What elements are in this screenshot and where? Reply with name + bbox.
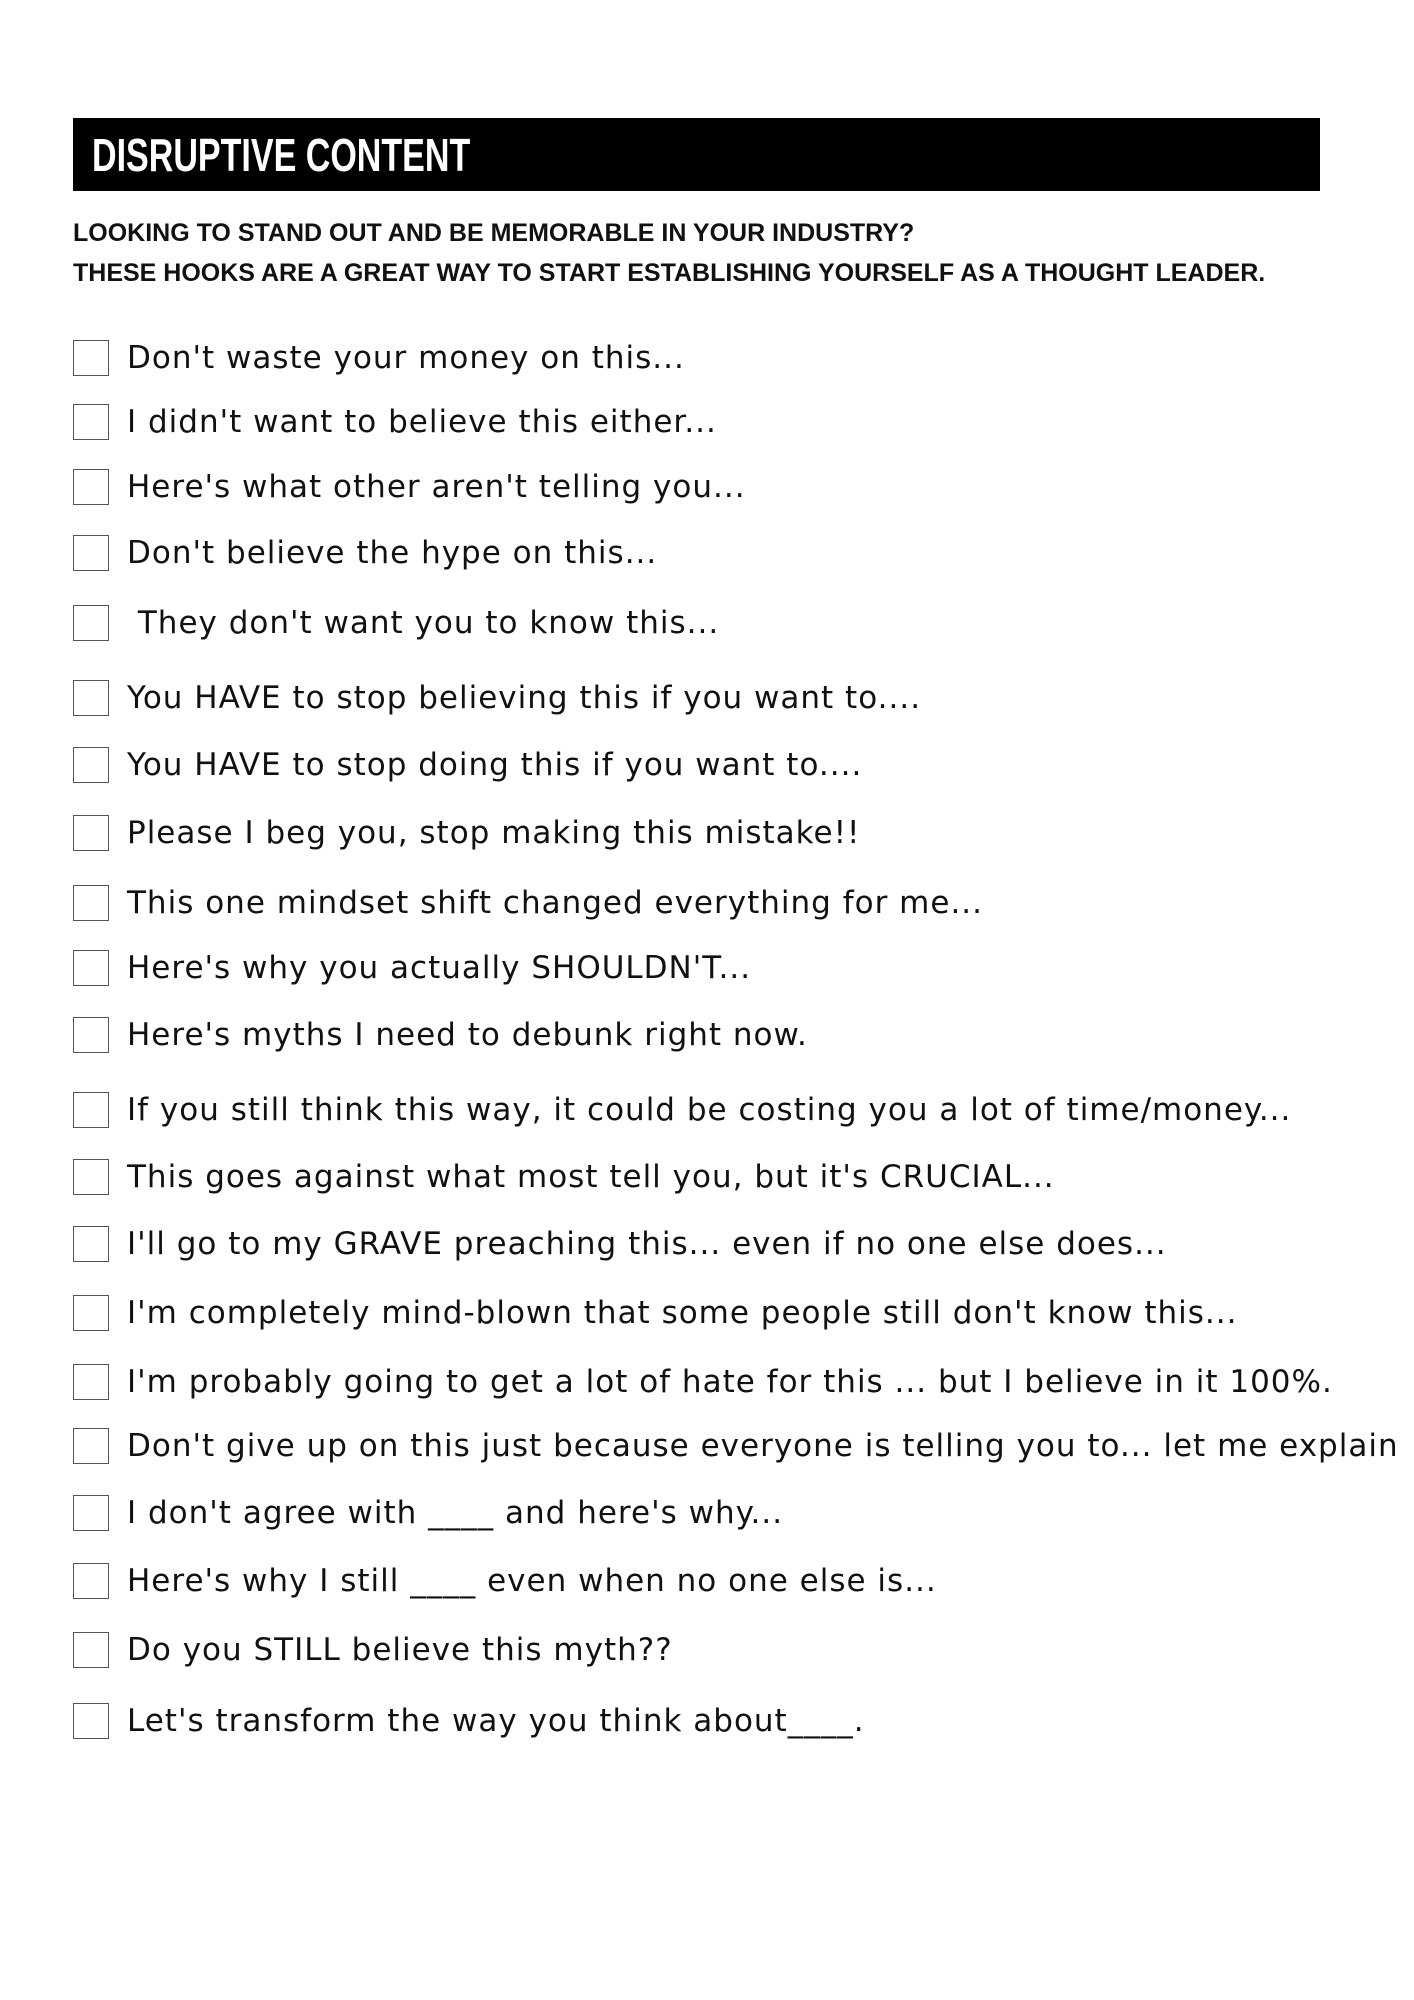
hook-item[interactable]	[73, 1090, 1291, 1130]
checkbox[interactable]	[73, 815, 109, 851]
checkbox[interactable]	[73, 1632, 109, 1668]
hook-label: Here's why you actually SHOULDN'T...	[127, 950, 752, 986]
checkbox[interactable]	[73, 404, 109, 440]
checkbox[interactable]	[73, 885, 109, 921]
hook-label: Here's why I still ____ even when no one else is...	[127, 1563, 937, 1599]
intro-text	[73, 213, 1393, 293]
hook-label: They don't want you to know this...	[127, 605, 720, 641]
hook-label: I'll go to my GRAVE preaching this... even if no one else does...	[127, 1226, 1167, 1262]
section-header-bar	[73, 118, 1320, 191]
checkbox[interactable]	[73, 950, 109, 986]
hook-item[interactable]	[73, 883, 983, 923]
hook-item[interactable]	[73, 1293, 1237, 1333]
hook-label: I'm probably going to get a lot of hate for this ... but I believe in it 100%.	[127, 1364, 1333, 1400]
checkbox[interactable]	[73, 605, 109, 641]
hook-item[interactable]	[73, 1561, 937, 1601]
checkbox[interactable]	[73, 1295, 109, 1331]
hook-label: Here's myths I need to debunk right now.	[127, 1017, 808, 1053]
hook-item[interactable]	[73, 1426, 1399, 1466]
hook-label: You HAVE to stop doing this if you want to....	[127, 747, 863, 783]
hook-label: I don't agree with ____ and here's why...	[127, 1495, 784, 1531]
hook-label: I'm completely mind-blown that some people still don't know this...	[127, 1295, 1238, 1331]
hook-item[interactable]	[73, 1493, 783, 1533]
checkbox[interactable]	[73, 469, 109, 505]
checkbox[interactable]	[73, 535, 109, 571]
hook-item[interactable]	[73, 1015, 808, 1055]
hook-item[interactable]	[73, 467, 746, 507]
checkbox[interactable]	[73, 680, 109, 716]
hook-label: Do you STILL believe this myth??	[127, 1632, 673, 1668]
intro-line-1: LOOKING TO STAND OUT AND BE MEMORABLE IN YOUR INDUSTRY?	[73, 219, 915, 247]
hook-label: Please I beg you, stop making this mistake!!	[127, 815, 861, 851]
hook-label: Don't give up on this just because everyone is telling you to... let me explain	[127, 1428, 1399, 1464]
intro-line-2: THESE HOOKS ARE A GREAT WAY TO START ESTABLISHING YOURSELF AS A THOUGHT LEADER.	[73, 259, 1266, 287]
checkbox[interactable]	[73, 1703, 109, 1739]
hook-label: I didn't want to believe this either...	[127, 404, 717, 440]
checkbox[interactable]	[73, 340, 109, 376]
hook-label: Let's transform the way you think about____.	[127, 1703, 865, 1739]
hook-item[interactable]	[73, 1224, 1167, 1264]
hook-item[interactable]	[73, 813, 860, 853]
hook-label: Don't waste your money on this...	[127, 340, 685, 376]
hook-item[interactable]	[73, 402, 717, 442]
hook-label: This one mindset shift changed everything for me...	[127, 885, 984, 921]
checkbox[interactable]	[73, 747, 109, 783]
checkbox[interactable]	[73, 1495, 109, 1531]
hook-item[interactable]	[73, 948, 751, 988]
hook-label: This goes against what most tell you, but it's CRUCIAL...	[127, 1159, 1055, 1195]
checkbox[interactable]	[73, 1017, 109, 1053]
hook-item[interactable]	[73, 745, 862, 785]
checkbox[interactable]	[73, 1364, 109, 1400]
checkbox[interactable]	[73, 1226, 109, 1262]
hook-label: Don't believe the hype on this...	[127, 535, 658, 571]
hook-label: If you still think this way, it could be costing you a lot of time/money...	[127, 1092, 1292, 1128]
hook-item[interactable]	[73, 338, 685, 378]
hook-item[interactable]	[73, 1630, 673, 1670]
checkbox[interactable]	[73, 1159, 109, 1195]
hook-item[interactable]	[73, 603, 719, 643]
hook-item[interactable]	[73, 678, 921, 718]
hook-label: Here's what other aren't telling you...	[127, 469, 746, 505]
hook-item[interactable]	[73, 1157, 1055, 1197]
hook-item[interactable]	[73, 533, 657, 573]
checkbox[interactable]	[73, 1563, 109, 1599]
checkbox[interactable]	[73, 1092, 109, 1128]
hook-item[interactable]	[73, 1701, 865, 1741]
hook-label: You HAVE to stop believing this if you want to....	[127, 680, 922, 716]
checkbox[interactable]	[73, 1428, 109, 1464]
hook-item[interactable]	[73, 1362, 1333, 1402]
section-title: DISRUPTIVE CONTENT	[92, 128, 471, 181]
